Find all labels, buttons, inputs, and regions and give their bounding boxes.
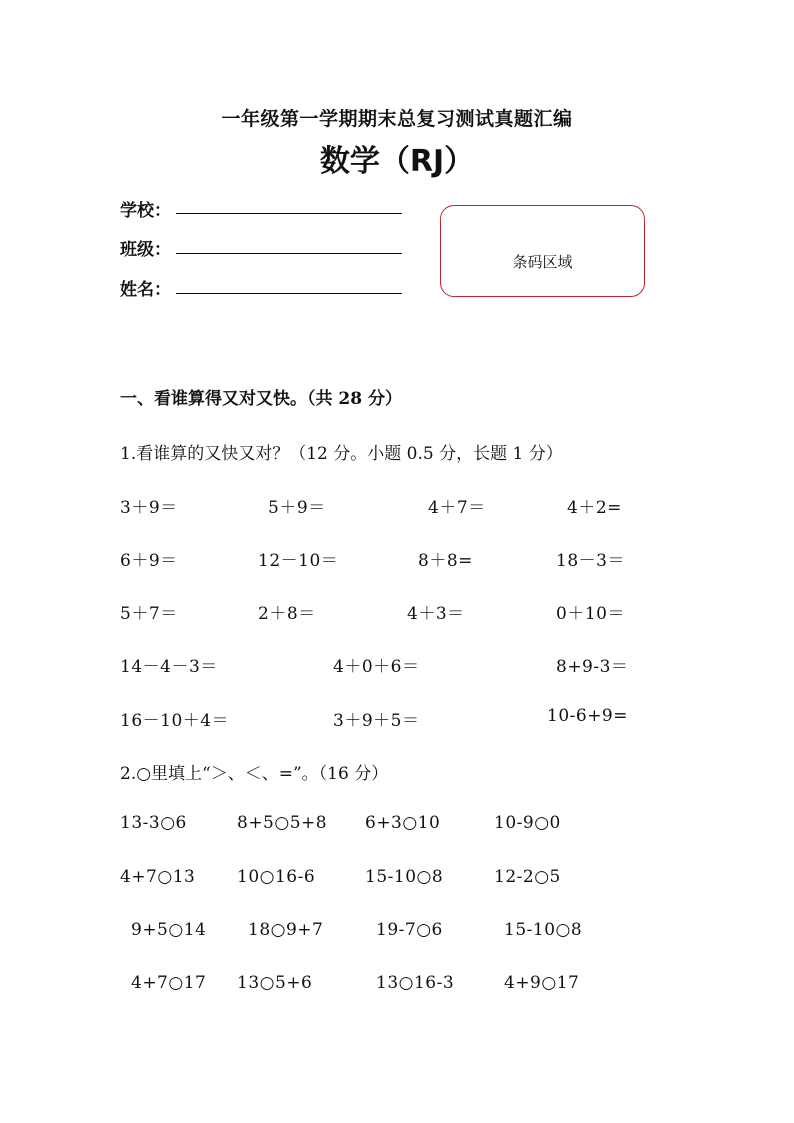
page-title: 一年级第一学期期末总复习测试真题汇编 bbox=[221, 108, 573, 130]
comparison: 15-10○8 bbox=[365, 867, 444, 887]
problem: 18－3＝ bbox=[556, 551, 625, 571]
school-label: 学校： bbox=[120, 201, 171, 221]
class-label: 班级： bbox=[120, 240, 171, 260]
section-1-title: 一、看谁算得又对又快。（共 28 分） bbox=[120, 389, 402, 409]
comparison: 18○9+7 bbox=[248, 920, 324, 940]
question-1-title: 1.看谁算的又快又对？（12 分。小题 0.5 分，长题 1 分） bbox=[120, 444, 563, 464]
comparison: 13-3○6 bbox=[120, 813, 187, 833]
problem: 12－10＝ bbox=[258, 551, 339, 571]
problem: 4＋2= bbox=[567, 498, 622, 518]
problem: 16－10＋4＝ bbox=[120, 711, 230, 731]
question-2-title: 2.○里填上“＞、＜、=”。（16 分） bbox=[120, 764, 389, 784]
problem: 10-6+9= bbox=[547, 706, 628, 726]
problem: 6＋9＝ bbox=[120, 551, 178, 571]
comparison: 4+7○17 bbox=[131, 973, 207, 993]
comparison: 4+9○17 bbox=[504, 973, 580, 993]
barcode-area bbox=[440, 205, 645, 297]
problem: 4＋7＝ bbox=[428, 498, 486, 518]
class-line[interactable] bbox=[176, 252, 402, 254]
comparison: 10○16-6 bbox=[237, 867, 316, 887]
barcode-label: 条码区域 bbox=[512, 252, 573, 271]
comparison: 9+5○14 bbox=[131, 920, 207, 940]
problem: 5＋9＝ bbox=[268, 498, 326, 518]
problem: 5＋7＝ bbox=[120, 604, 178, 624]
problem: 2＋8＝ bbox=[258, 604, 316, 624]
problem: 4＋0＋6＝ bbox=[333, 657, 420, 677]
comparison: 10-9○0 bbox=[494, 813, 561, 833]
problem: 0＋10＝ bbox=[556, 604, 625, 624]
school-line[interactable] bbox=[176, 212, 402, 214]
comparison: 8+5○5+8 bbox=[237, 813, 328, 833]
comparison: 13○5+6 bbox=[237, 973, 313, 993]
problem: 8＋8= bbox=[418, 551, 473, 571]
problem: 3＋9＋5＝ bbox=[333, 711, 420, 731]
problem: 8+9-3＝ bbox=[556, 657, 629, 677]
name-line[interactable] bbox=[176, 292, 402, 294]
problem: 4＋3＝ bbox=[407, 604, 465, 624]
subject-title: 数学（RJ） bbox=[319, 144, 475, 179]
comparison: 4+7○13 bbox=[120, 867, 196, 887]
problem: 14－4－3＝ bbox=[120, 657, 218, 677]
comparison: 6+3○10 bbox=[365, 813, 441, 833]
comparison: 13○16-3 bbox=[376, 973, 455, 993]
comparison: 12-2○5 bbox=[494, 867, 561, 887]
comparison: 19-7○6 bbox=[376, 920, 443, 940]
problem: 3＋9＝ bbox=[120, 498, 178, 518]
comparison: 15-10○8 bbox=[504, 920, 583, 940]
name-label: 姓名： bbox=[120, 280, 171, 300]
